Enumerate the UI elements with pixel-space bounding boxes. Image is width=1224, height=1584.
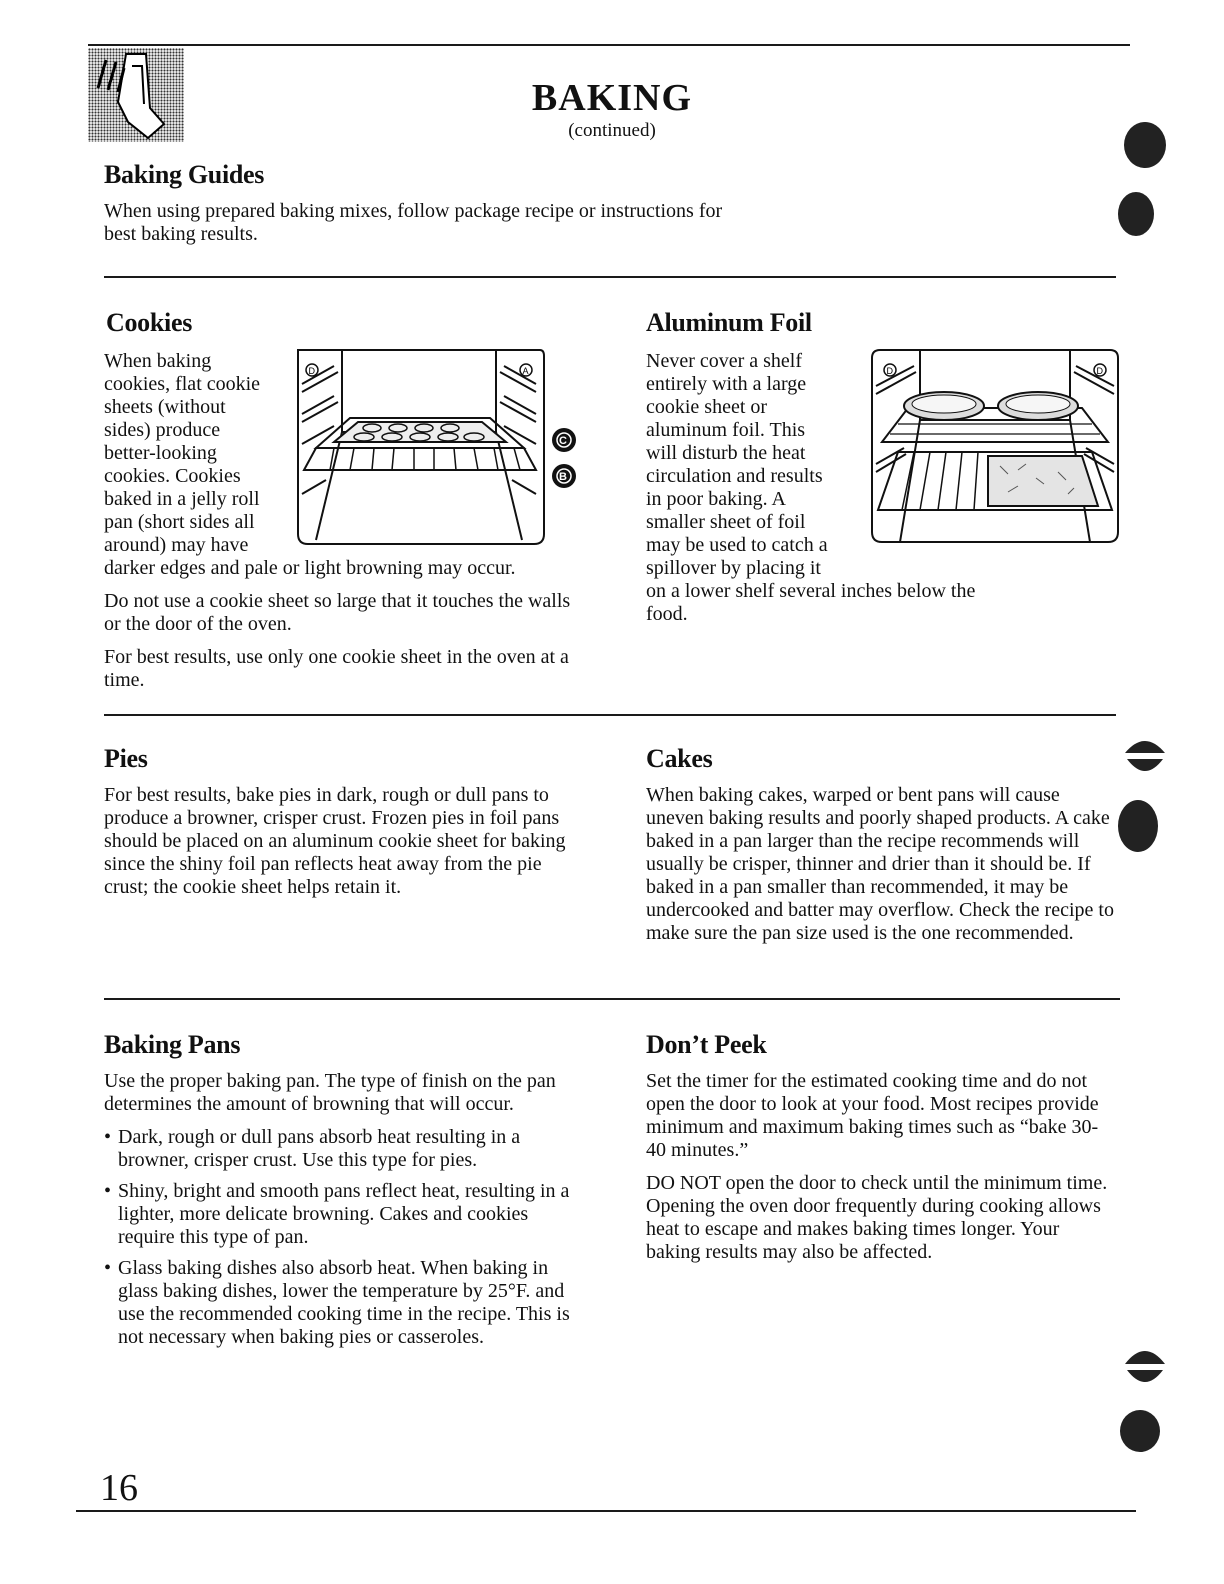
oven-cookie-sheet-illustration [294, 344, 584, 550]
text-line: smaller sheet of foil [646, 511, 806, 533]
oven-knob-label-right: A [522, 366, 529, 376]
baking-guides-heading: Baking Guides [104, 160, 265, 189]
margin-half-dot [1122, 1344, 1168, 1388]
pies-heading: Pies [104, 744, 148, 773]
text-line: will disturb the heat [646, 442, 806, 464]
page-number: 16 [100, 1467, 138, 1509]
dont-peek-p1: Set the timer for the estimated cooking time and do not open the door to look at your food. Most recipes provide minimum and maximum baking times such as “bake 30-40 minutes.” [646, 1070, 1099, 1161]
text-line: When baking [104, 350, 212, 372]
text-line: aluminum foil. This [646, 419, 806, 441]
baking-guides-text: When using prepared baking mixes, follow package recipe or instructions for best baking results. [104, 200, 723, 245]
baking-pans-list [104, 1126, 574, 1357]
text-line: cookies, flat cookie [104, 373, 261, 395]
shelf-label-c: C [559, 435, 567, 447]
text-line: sheets (without [104, 396, 226, 418]
text-line: pan (short sides all [104, 511, 255, 533]
text-line: sides) produce [104, 419, 221, 441]
cookies-wrap-end: darker edges and pale or light browning may occur. [104, 557, 516, 579]
dont-peek-heading: Don’t Peek [646, 1030, 767, 1059]
text-line: cookie sheet or [646, 396, 768, 418]
text-line: may be used to catch a [646, 534, 828, 556]
list-item: • Shiny, bright and smooth pans reflect heat, resulting in a lighter, more delicate browning. Cakes and cookies require this type of pan. [104, 1180, 574, 1249]
cakes-text: When baking cakes, warped or bent pans will cause uneven baking results and poorly shaped products. A cake baked in a pan larger than the recipe recommends will usually be crisper, thinner and drier than it should be. If baked in a pan smaller than recommended, it may be undercooked and batter may overflow. Check the recipe to make sure the pan size used is the one recommended. [646, 784, 1114, 944]
oven-knob-label-left: D [308, 366, 315, 376]
baking-pans-heading: Baking Pans [104, 1030, 241, 1059]
oven-pies-foil-illustration [868, 346, 1122, 548]
text-line: in poor baking. A [646, 488, 786, 510]
text-line: cookies. Cookies [104, 465, 241, 487]
margin-dot [1118, 192, 1154, 236]
text-line: around) may have [104, 534, 249, 556]
margin-dot [1118, 800, 1158, 852]
page-title: BAKING [531, 77, 693, 119]
cookies-p2: Do not use a cookie sheet so large that it touches the walls or the door of the oven. [104, 590, 571, 635]
section-rule [104, 998, 1120, 1000]
pies-text: For best results, bake pies in dark, rough or dull pans to produce a browner, crisper crust. Frozen pies in foil pans should be placed on an aluminum cookie sheet for baking since the shiny foil pan reflects heat away from the pie crust; the cookie sheet helps retain it. [104, 784, 566, 898]
dont-peek-p2: DO NOT open the door to check until the minimum time. Opening the oven door frequently during cooking allows heat to escape and makes baking times longer. Your baking results may also be affected. [646, 1172, 1108, 1263]
page-subtitle: (continued) [568, 120, 656, 141]
text-line: baked in a jelly roll [104, 488, 260, 510]
bottom-rule [76, 1510, 1136, 1512]
aluminum-foil-wrap-end: on a lower shelf several inches below the food. [646, 580, 976, 625]
section-rule [104, 714, 1116, 716]
text-line: entirely with a large [646, 373, 807, 395]
oven-knob-label-left: D [886, 366, 893, 376]
cookies-text-cont [104, 557, 574, 700]
text-line: Never cover a shelf [646, 350, 803, 372]
text-line: circulation and results [646, 465, 823, 487]
baking-pans-intro: Use the proper baking pan. The type of finish on the pan determines the amount of browning that will occur. [104, 1070, 556, 1115]
aluminum-foil-wrap-text [646, 350, 866, 580]
top-rule [88, 44, 1130, 46]
margin-dot [1124, 122, 1166, 168]
margin-dot [1120, 1410, 1160, 1452]
cakes-heading: Cakes [646, 744, 713, 773]
cookies-wrap-text [104, 350, 304, 557]
oven-knob-label-right: D [1096, 366, 1103, 376]
dont-peek-text [646, 1070, 1108, 1272]
section-rule [104, 276, 1116, 278]
text-line: better-looking [104, 442, 217, 464]
text-line: spillover by placing it [646, 557, 821, 579]
list-item: • Dark, rough or dull pans absorb heat resulting in a browner, crisper crust. Use this type for pies. [104, 1126, 574, 1172]
list-item: • Glass baking dishes also absorb heat. When baking in glass baking dishes, lower the temperature by 25°F. and use the recommended cooking time in the recipe. This is not necessary when baking pies or casseroles. [104, 1257, 574, 1349]
cookies-heading: Cookies [106, 308, 193, 337]
cookies-p3: For best results, use only one cookie sheet in the oven at a time. [104, 646, 569, 691]
margin-half-dot [1122, 735, 1168, 777]
aluminum-foil-heading: Aluminum Foil [646, 308, 812, 337]
shelf-label-b: B [559, 471, 567, 483]
